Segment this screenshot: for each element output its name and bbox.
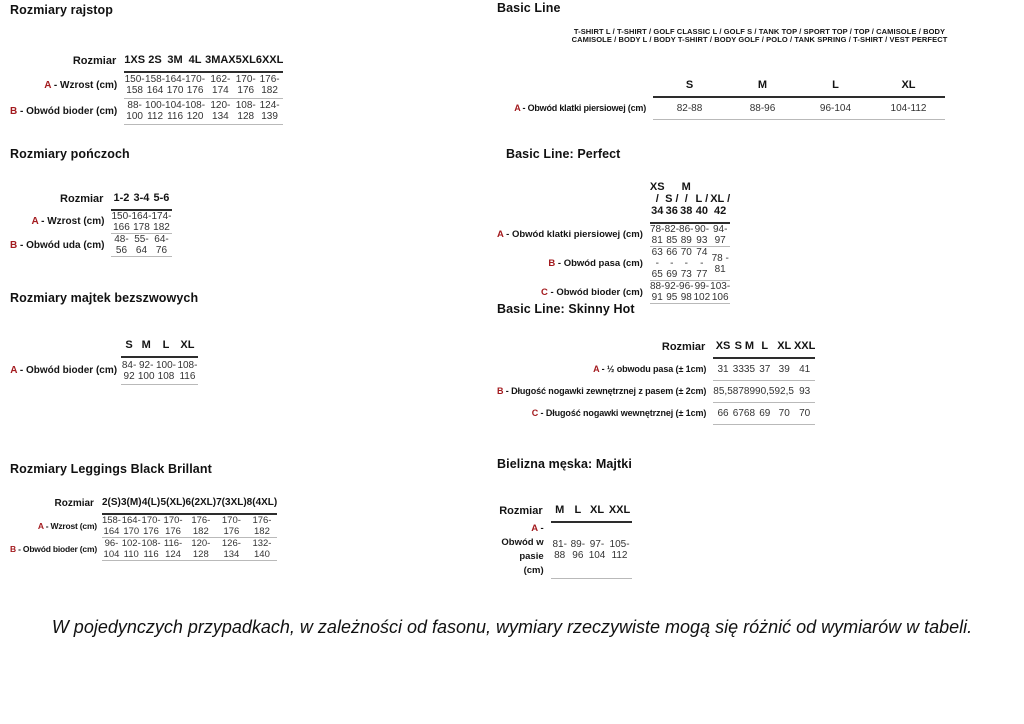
column-header: M — [137, 333, 155, 357]
cell-value: 93 — [794, 380, 815, 402]
row-label — [497, 223, 650, 247]
row-label — [10, 538, 102, 561]
column-header: 2S — [145, 48, 165, 72]
row-label-text: - Obwód bioder (cm) — [17, 365, 118, 376]
section-title-basic-line-perfect: Basic Line: Perfect — [506, 147, 621, 161]
table-corner-label: Rozmiar — [54, 498, 94, 509]
section-title-rozmiary-leggings: Rozmiary Leggings Black Brillant — [10, 462, 212, 476]
cell-value: 162-174 — [205, 72, 236, 98]
cell-value: 63 - 65 — [651, 247, 663, 280]
cell-value: 85,5 — [713, 380, 732, 402]
column-header: S — [733, 334, 744, 358]
cell-value: 88-91 — [650, 281, 665, 303]
row-letter: B — [10, 105, 18, 117]
column-header: 2(S) — [102, 490, 121, 514]
column-header: 3M — [165, 48, 185, 72]
cell-value: 94-97 — [710, 223, 730, 247]
section-title-rozmiary-rajstop: Rozmiary rajstop — [10, 3, 114, 17]
row-letter: B — [10, 544, 16, 554]
row-label-text: - Obwód bioder (cm) — [15, 544, 97, 554]
column-header: 5XL — [236, 48, 256, 72]
section-title-bielizna-meska-majtki: Bielizna męska: Majtki — [497, 457, 632, 471]
product-list-line-2: CAMISOLE / BODY L / BODY T-SHIRT / BODY GOLF / POLO / TANK SPRING / T-SHIRT / VEST PERFECT — [571, 35, 948, 44]
row-letter: A — [31, 216, 39, 228]
table-row — [10, 514, 277, 538]
cell-value: 78 - 81 — [710, 247, 730, 281]
row-letter: C — [541, 286, 548, 298]
cell-value: 86-89 — [679, 224, 694, 246]
table-rozmiary-ponczoch — [10, 186, 172, 257]
row-label — [10, 72, 124, 98]
column-header: XXL — [607, 498, 632, 522]
cell-value: 67 — [733, 402, 744, 424]
disclaimer-footnote: W pojedynczych przypadkach, w zależności od fasonu, wymiary rzeczywiste mogą się różnić od wymiarów w tabeli. — [51, 617, 973, 637]
table-row — [10, 210, 172, 234]
table-corner-label — [497, 181, 650, 223]
cell-value: 48-56 — [111, 234, 131, 257]
cell-value: 108-116 — [141, 538, 161, 560]
cell-value: 88-100 — [124, 98, 145, 124]
table-header-row — [497, 334, 815, 358]
column-header: 3MAX — [205, 48, 236, 72]
column-header: XL — [587, 498, 607, 522]
table-row — [10, 234, 172, 257]
row-label — [497, 281, 650, 304]
table-row — [10, 538, 277, 561]
cell-value: 164-170 — [165, 72, 185, 98]
table-basic-line — [487, 73, 945, 120]
column-header: XL — [177, 333, 198, 357]
table-corner-label — [10, 333, 121, 357]
table-basic-line-skinny-hot — [497, 334, 815, 425]
cell-value: 100-112 — [145, 100, 166, 122]
row-label-text: - Obwód bioder (cm) — [547, 286, 643, 298]
cell-value: 97-104 — [587, 522, 607, 578]
table-header-row — [497, 498, 632, 522]
table-rozmiary-rajstop — [10, 48, 283, 125]
table-row — [10, 357, 198, 384]
cell-value: 126-134 — [216, 538, 247, 561]
row-label-text: - Długość nogawki zewnętrznej z pasem (± 2cm) — [503, 386, 707, 396]
cell-value: 41 — [794, 358, 815, 380]
cell-value: 35 — [744, 358, 755, 380]
row-label — [497, 402, 713, 424]
row-letter: C — [531, 408, 539, 418]
cell-value: 108-116 — [177, 357, 198, 384]
cell-value: 176-182 — [247, 514, 278, 538]
table-row — [10, 98, 283, 124]
cell-value: 132-140 — [247, 538, 278, 561]
table-corner-label: Rozmiar — [499, 505, 543, 517]
row-label — [497, 247, 650, 281]
row-label-text: - Obwód klatki piersiowej (cm) — [503, 229, 643, 241]
section-basic-line — [497, 1, 1024, 114]
column-header: 3(M) — [121, 490, 142, 514]
cell-value: 33 — [733, 358, 744, 380]
row-letter: A — [44, 79, 52, 91]
column-header: XL — [872, 73, 945, 97]
cell-value: 108-120 — [185, 100, 206, 122]
basic-line-product-list — [507, 28, 1012, 44]
cell-value: 170-176 — [216, 514, 247, 538]
column-header: L — [755, 334, 774, 358]
table-header-row — [10, 186, 172, 210]
table-corner-label: Rozmiar — [661, 341, 706, 353]
cell-value: 170-176 — [161, 514, 186, 538]
column-header: M / 38 — [679, 181, 693, 223]
column-header: XL — [774, 334, 793, 358]
row-label-text: - Obwód klatki piersiowej (cm) — [520, 103, 646, 113]
column-header: 5-6 — [151, 186, 171, 210]
table-row — [497, 522, 632, 578]
column-header: S / 36 — [665, 181, 679, 223]
row-label — [10, 514, 102, 538]
cell-value: 176-182 — [186, 514, 217, 538]
section-rozmiary-majtek-bezszwowych — [10, 291, 199, 382]
table-rozmiary-majtek-bezszwowych — [10, 333, 198, 385]
cell-value: 89-96 — [569, 522, 587, 578]
row-label — [10, 210, 111, 234]
table-bielizna-meska-majtki — [497, 498, 632, 579]
section-bielizna-meska-majtki — [497, 457, 632, 576]
column-header: XS — [713, 334, 732, 358]
cell-value: 70 - 73 — [680, 247, 692, 280]
table-corner-label: Rozmiar — [60, 193, 104, 205]
cell-value: 90-93 — [694, 224, 710, 246]
cell-value: 31 — [713, 358, 732, 380]
cell-value: 92-95 — [664, 281, 680, 303]
column-header: M — [744, 334, 755, 358]
cell-value: 99-102 — [693, 281, 711, 303]
cell-value: 100-108 — [155, 357, 176, 384]
cell-value: 37 — [755, 358, 774, 380]
cell-value: 105-112 — [607, 522, 632, 578]
column-header: 3-4 — [131, 186, 151, 210]
cell-value: 66 - 69 — [666, 247, 678, 280]
cell-value: 88-96 — [726, 97, 799, 119]
table-header-row — [497, 181, 730, 223]
cell-value: 164-170 — [121, 515, 141, 537]
section-title-basic-line-skinny-hot: Basic Line: Skinny Hot — [497, 302, 635, 316]
row-label-text: - Obwód w pasie (cm) — [501, 523, 544, 576]
cell-value: 150-166 — [111, 211, 132, 233]
cell-value: 116-124 — [161, 538, 186, 561]
row-label-text: - Obwód bioder (cm) — [17, 105, 118, 117]
cell-value: 170-176 — [185, 72, 205, 98]
section-basic-line-skinny-hot — [497, 302, 816, 419]
column-header: M — [551, 498, 569, 522]
row-letter: A — [531, 523, 538, 534]
row-letter: A — [514, 103, 521, 113]
cell-value: 90,5 — [755, 380, 774, 402]
cell-value: 170-176 — [141, 515, 161, 537]
table-row — [497, 223, 730, 247]
cell-value: 78-81 — [650, 224, 665, 246]
table-row — [497, 358, 815, 380]
column-header: 1XS — [124, 48, 145, 72]
cell-value: 96-98 — [679, 281, 694, 303]
row-label-text: - Wzrost (cm) — [51, 79, 118, 91]
product-list-line-1: T-SHIRT L / T-SHIRT / GOLF CLASSIC L / GOLF S / TANK TOP / SPORT TOP / TOP / CAMISOLE / BODY — [573, 27, 946, 36]
cell-value: 170-176 — [236, 72, 256, 98]
row-label-text: - ½ obwodu pasa (± 1cm) — [599, 364, 707, 374]
cell-value: 55-64 — [131, 234, 151, 257]
section-title-rozmiary-ponczoch: Rozmiary pończoch — [10, 147, 130, 161]
cell-value: 92,5 — [774, 380, 793, 402]
cell-value: 96-104 — [799, 97, 872, 119]
column-header: L — [569, 498, 587, 522]
table-header-row — [487, 73, 945, 97]
column-header: 8(4XL) — [247, 490, 278, 514]
cell-value: 92-100 — [137, 357, 155, 384]
cell-value: 120-134 — [205, 98, 236, 124]
cell-value: 39 — [774, 358, 793, 380]
cell-value: 68 — [744, 402, 755, 424]
cell-value: 176-182 — [256, 72, 284, 98]
row-label — [497, 522, 551, 578]
column-header: 1-2 — [111, 186, 131, 210]
column-header: 4(L) — [142, 490, 161, 514]
table-header-row — [10, 490, 277, 514]
cell-value: 164-178 — [131, 211, 152, 233]
column-header: M — [726, 73, 799, 97]
cell-value: 104-112 — [872, 97, 945, 119]
cell-value: 64-76 — [151, 234, 171, 257]
cell-value: 103-106 — [710, 281, 731, 303]
cell-value: 104-116 — [165, 100, 186, 122]
table-header-row — [10, 48, 283, 72]
section-rozmiary-leggings-black-brillant — [10, 462, 278, 560]
table-row — [487, 97, 945, 119]
table-row — [497, 380, 815, 402]
row-label — [10, 234, 111, 257]
cell-value: 158-164 — [101, 515, 121, 537]
row-letter: A — [37, 520, 44, 531]
cell-value: 89 — [744, 380, 755, 402]
section-title-basic-line: Basic Line — [497, 1, 561, 15]
column-header: 7(3XL) — [216, 490, 247, 514]
cell-value: 70 — [794, 402, 815, 424]
row-label-text: - Wzrost (cm) — [38, 216, 105, 228]
column-header: L — [799, 73, 872, 97]
cell-value: 150-158 — [124, 72, 145, 98]
cell-value: 66 — [713, 402, 732, 424]
table-row — [497, 247, 730, 281]
row-letter: A — [593, 364, 600, 374]
table-basic-line-perfect — [497, 181, 730, 304]
row-label-text: - Długość nogawki wewnętrznej (± 1cm) — [538, 408, 707, 418]
section-title-rozmiary-majtek-bezszwowych: Rozmiary majtek bezszwowych — [10, 291, 199, 305]
row-letter: B — [497, 386, 504, 396]
column-header: S — [121, 333, 137, 357]
column-header: S — [653, 73, 726, 97]
column-header: 6(2XL) — [186, 490, 217, 514]
table-row — [10, 72, 283, 98]
row-label-text: - Obwód uda (cm) — [17, 239, 105, 251]
cell-value: 124-139 — [256, 98, 284, 124]
row-letter: A — [497, 229, 504, 241]
column-header: L — [155, 333, 176, 357]
cell-value: 74 - 77 — [693, 247, 710, 281]
cell-value: 174-182 — [151, 211, 172, 233]
cell-value: 69 — [755, 402, 774, 424]
column-header: 4L — [185, 48, 205, 72]
cell-value: 108-128 — [235, 100, 256, 122]
row-label-text: - Wzrost (cm) — [43, 520, 97, 531]
row-label-text: - Obwód pasa (cm) — [555, 258, 643, 269]
cell-value: 87 — [733, 380, 744, 402]
cell-value: 82-85 — [664, 224, 680, 246]
cell-value: 96-104 — [103, 538, 120, 560]
row-label — [10, 98, 124, 124]
row-label — [497, 358, 713, 380]
table-header-row — [10, 333, 198, 357]
column-header: L / 40 — [693, 181, 710, 223]
row-letter: B — [548, 258, 556, 269]
cell-value: 84-92 — [121, 357, 137, 384]
table-rozmiary-leggings — [10, 490, 277, 561]
table-corner-label — [487, 73, 653, 97]
column-header: XS / 34 — [650, 181, 665, 223]
row-letter: B — [10, 239, 18, 251]
cell-value: 70 — [774, 402, 793, 424]
section-rozmiary-rajstop — [10, 3, 284, 122]
row-label — [497, 380, 713, 402]
section-basic-line-perfect — [497, 147, 731, 303]
column-header: 6XXL — [256, 48, 284, 72]
cell-value: 158-164 — [145, 72, 165, 98]
cell-value: 120-128 — [186, 538, 217, 561]
cell-value: 82-88 — [653, 97, 726, 119]
row-label — [10, 357, 121, 384]
row-label — [487, 97, 653, 119]
column-header: XXL — [794, 334, 815, 358]
table-row — [497, 281, 730, 304]
section-rozmiary-ponczoch — [10, 147, 172, 256]
cell-value: 102-110 — [121, 538, 141, 560]
column-header: XL / 42 — [710, 181, 730, 223]
row-letter: A — [10, 365, 18, 376]
cell-value: 81-88 — [551, 522, 569, 578]
table-row — [497, 402, 815, 424]
table-corner-label: Rozmiar — [72, 55, 117, 67]
column-header: 5(XL) — [161, 490, 186, 514]
